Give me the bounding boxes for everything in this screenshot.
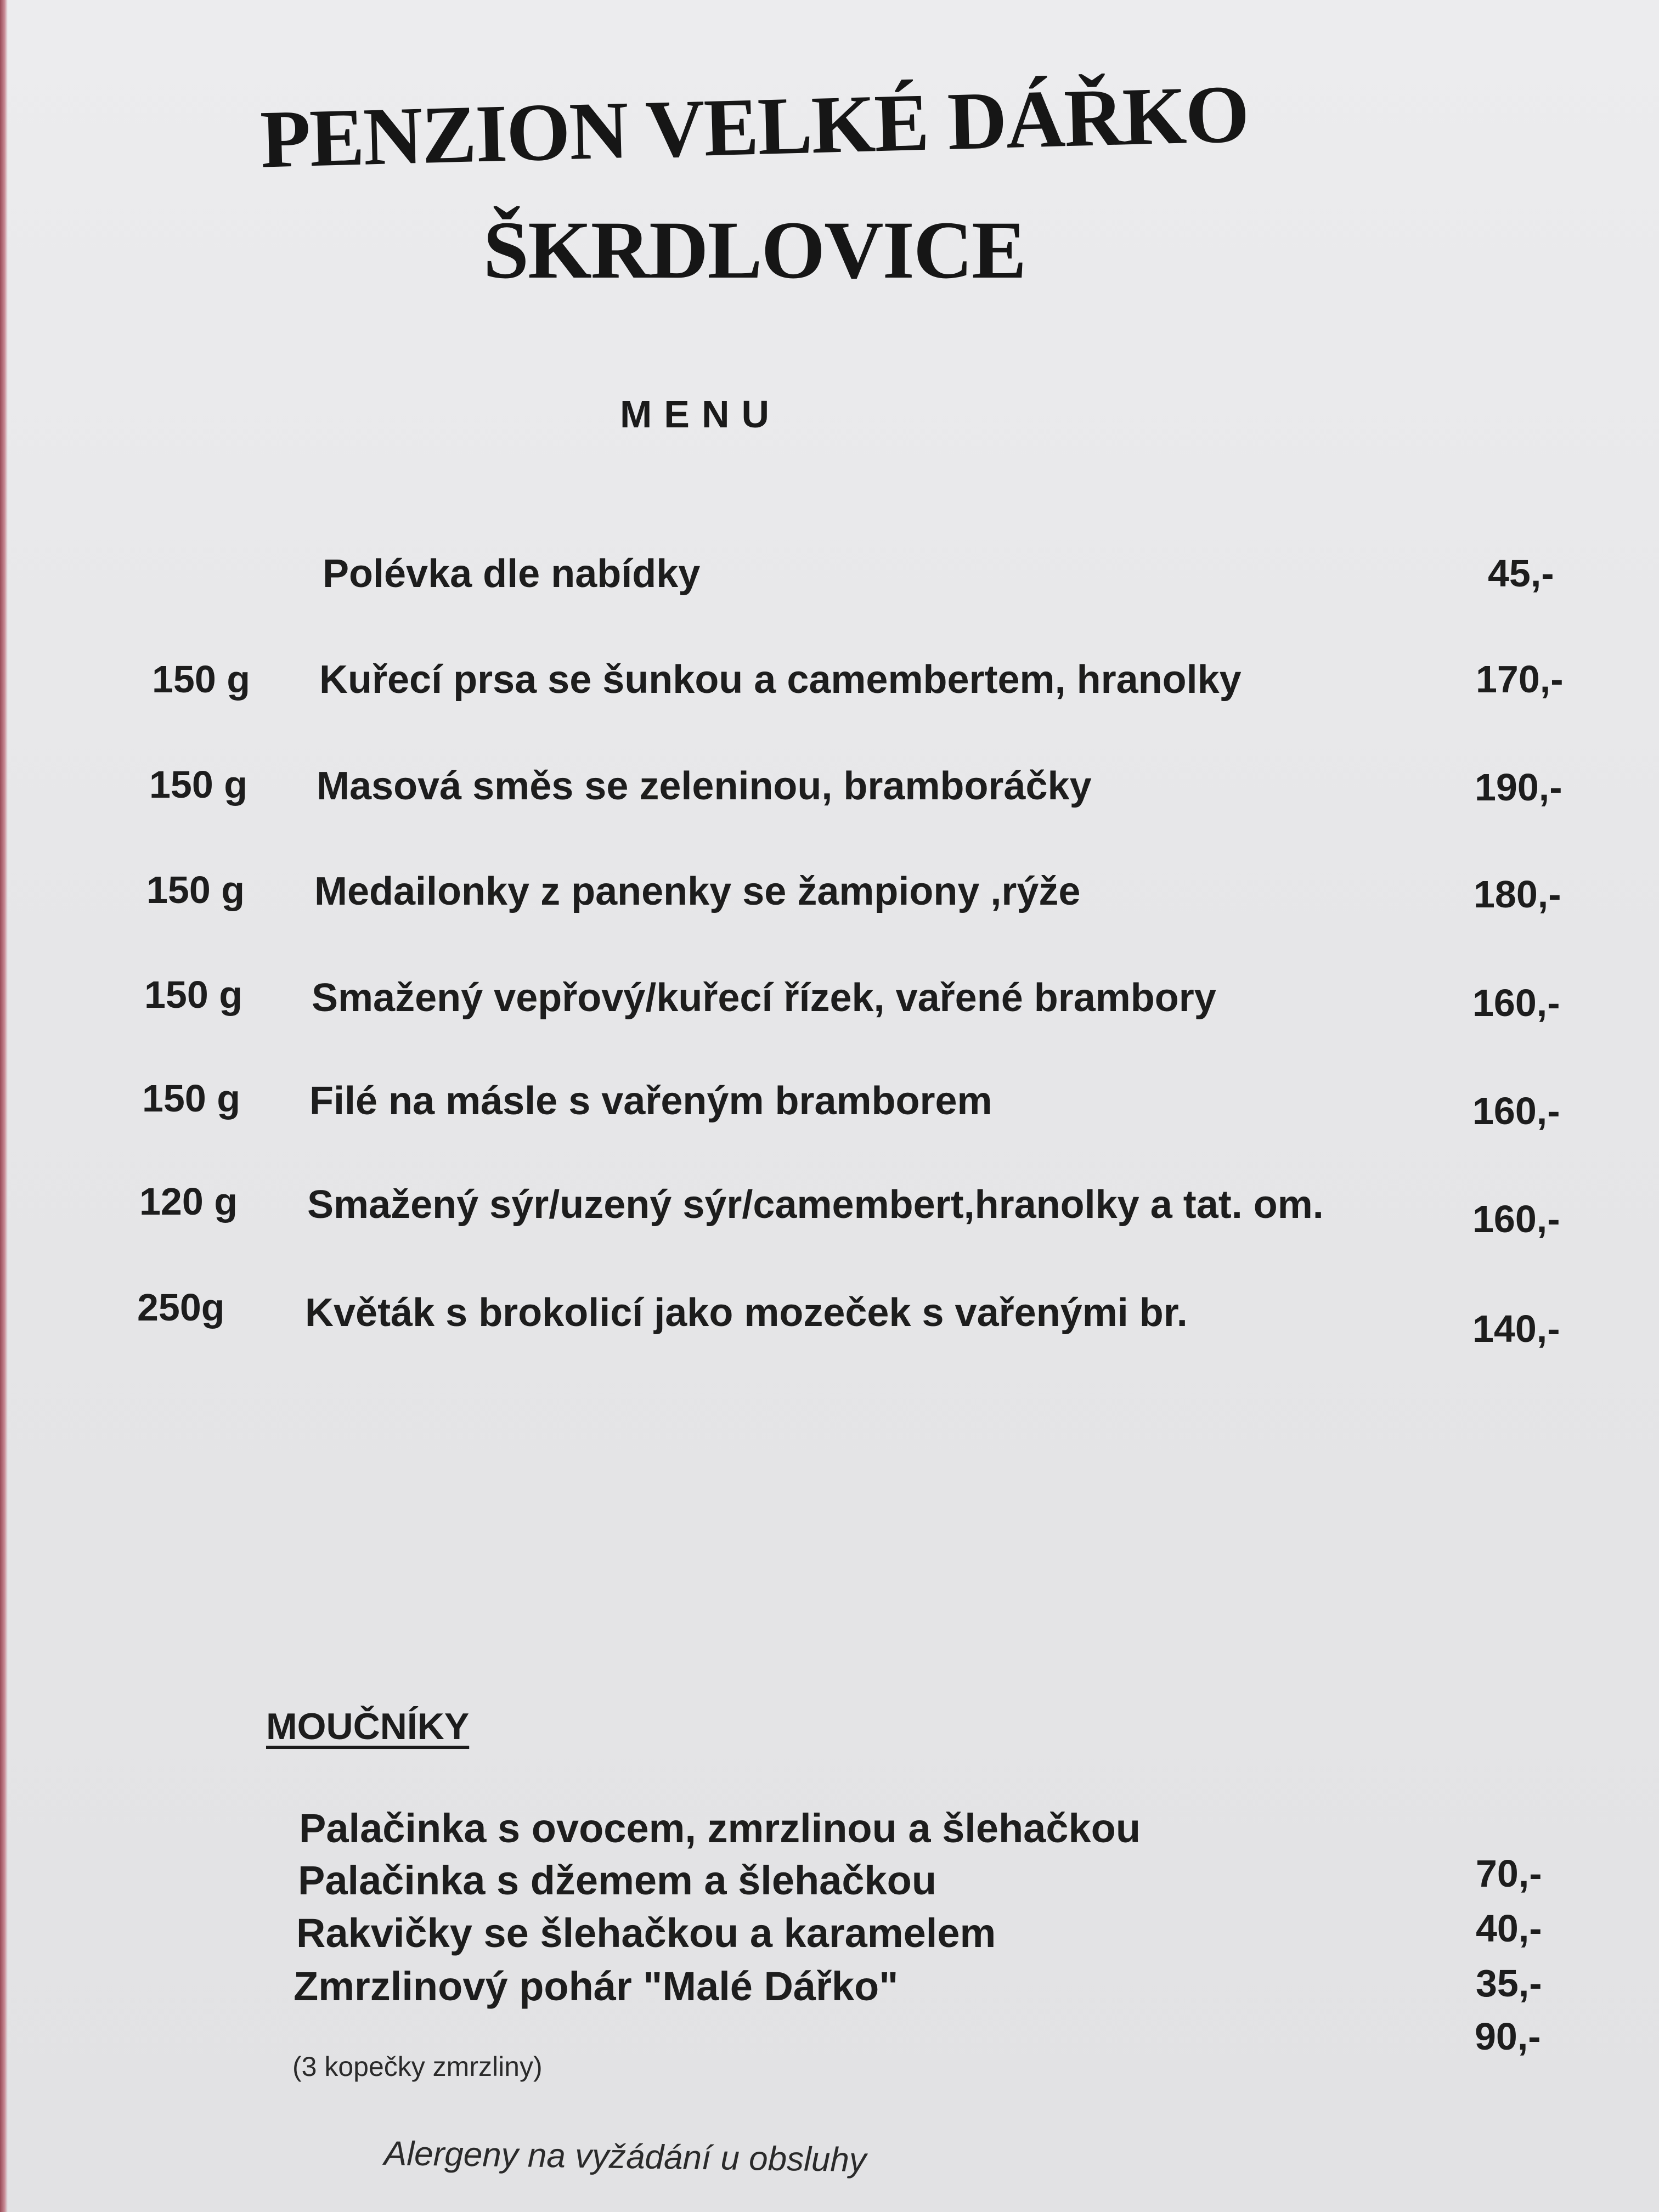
item-price: 160,- (1472, 1090, 1560, 1132)
item-weight: 150 g (149, 763, 247, 806)
item-name: Květák s brokolicí jako mozeček s vařenými br. (305, 1291, 1188, 1335)
item-weight: 150 g (146, 868, 245, 911)
desserts-heading: MOUČNÍKY (266, 1706, 470, 1747)
item-weight: 150 g (142, 1077, 240, 1120)
dessert-name: Zmrzlinový pohár "Malé Dářko" (294, 1963, 899, 2009)
allergen-footer: Alergeny na vyžádání u obsluhy (383, 2134, 867, 2180)
item-price: 170,- (1476, 658, 1564, 701)
item-name: Polévka dle nabídky (323, 552, 701, 596)
dessert-name: Rakvičky se šlehačkou a karamelem (296, 1910, 996, 1956)
item-name: Smažený sýr/uzený sýr/camembert,hranolky a tat. om. (307, 1183, 1324, 1227)
folder-edge (0, 0, 8, 2212)
item-price: 160,- (1472, 1198, 1560, 1240)
title-line-1: PENZION VELKÉ DÁŘKO (259, 68, 1250, 185)
dessert-name: Palačinka s džemem a šlehačkou (298, 1858, 937, 1903)
item-name: Medailonky z panenky se žampiony ,rýže (314, 870, 1081, 913)
dessert-price: 70,- (1476, 1852, 1542, 1895)
dessert-price: 35,- (1476, 1962, 1542, 2005)
item-name: Filé na másle s vařeným bramborem (309, 1079, 992, 1123)
item-price: 45,- (1488, 552, 1554, 595)
item-name: Smažený vepřový/kuřecí řízek, vařené brambory (312, 976, 1216, 1020)
dessert-price: 90,- (1475, 2015, 1541, 2058)
item-weight: 120 g (139, 1180, 238, 1223)
dessert-note: (3 kopečky zmrzliny) (292, 2051, 543, 2082)
item-price: 160,- (1472, 981, 1560, 1024)
item-price: 140,- (1472, 1307, 1560, 1350)
dessert-price: 40,- (1476, 1907, 1542, 1950)
dessert-name: Palačinka s ovocem, zmrzlinou a šlehačkou (299, 1805, 1141, 1851)
item-name: Masová směs se zeleninou, bramboráčky (317, 764, 1092, 808)
title-line-2: ŠKRDLOVICE (483, 205, 1026, 296)
item-weight: 250g (137, 1286, 225, 1329)
item-price: 180,- (1474, 873, 1561, 916)
item-weight: 150 g (144, 973, 242, 1016)
menu-heading: MENU (620, 393, 782, 436)
item-price: 190,- (1475, 766, 1562, 809)
item-name: Kuřecí prsa se šunkou a camembertem, hranolky (319, 658, 1242, 702)
item-weight: 150 g (152, 658, 250, 701)
